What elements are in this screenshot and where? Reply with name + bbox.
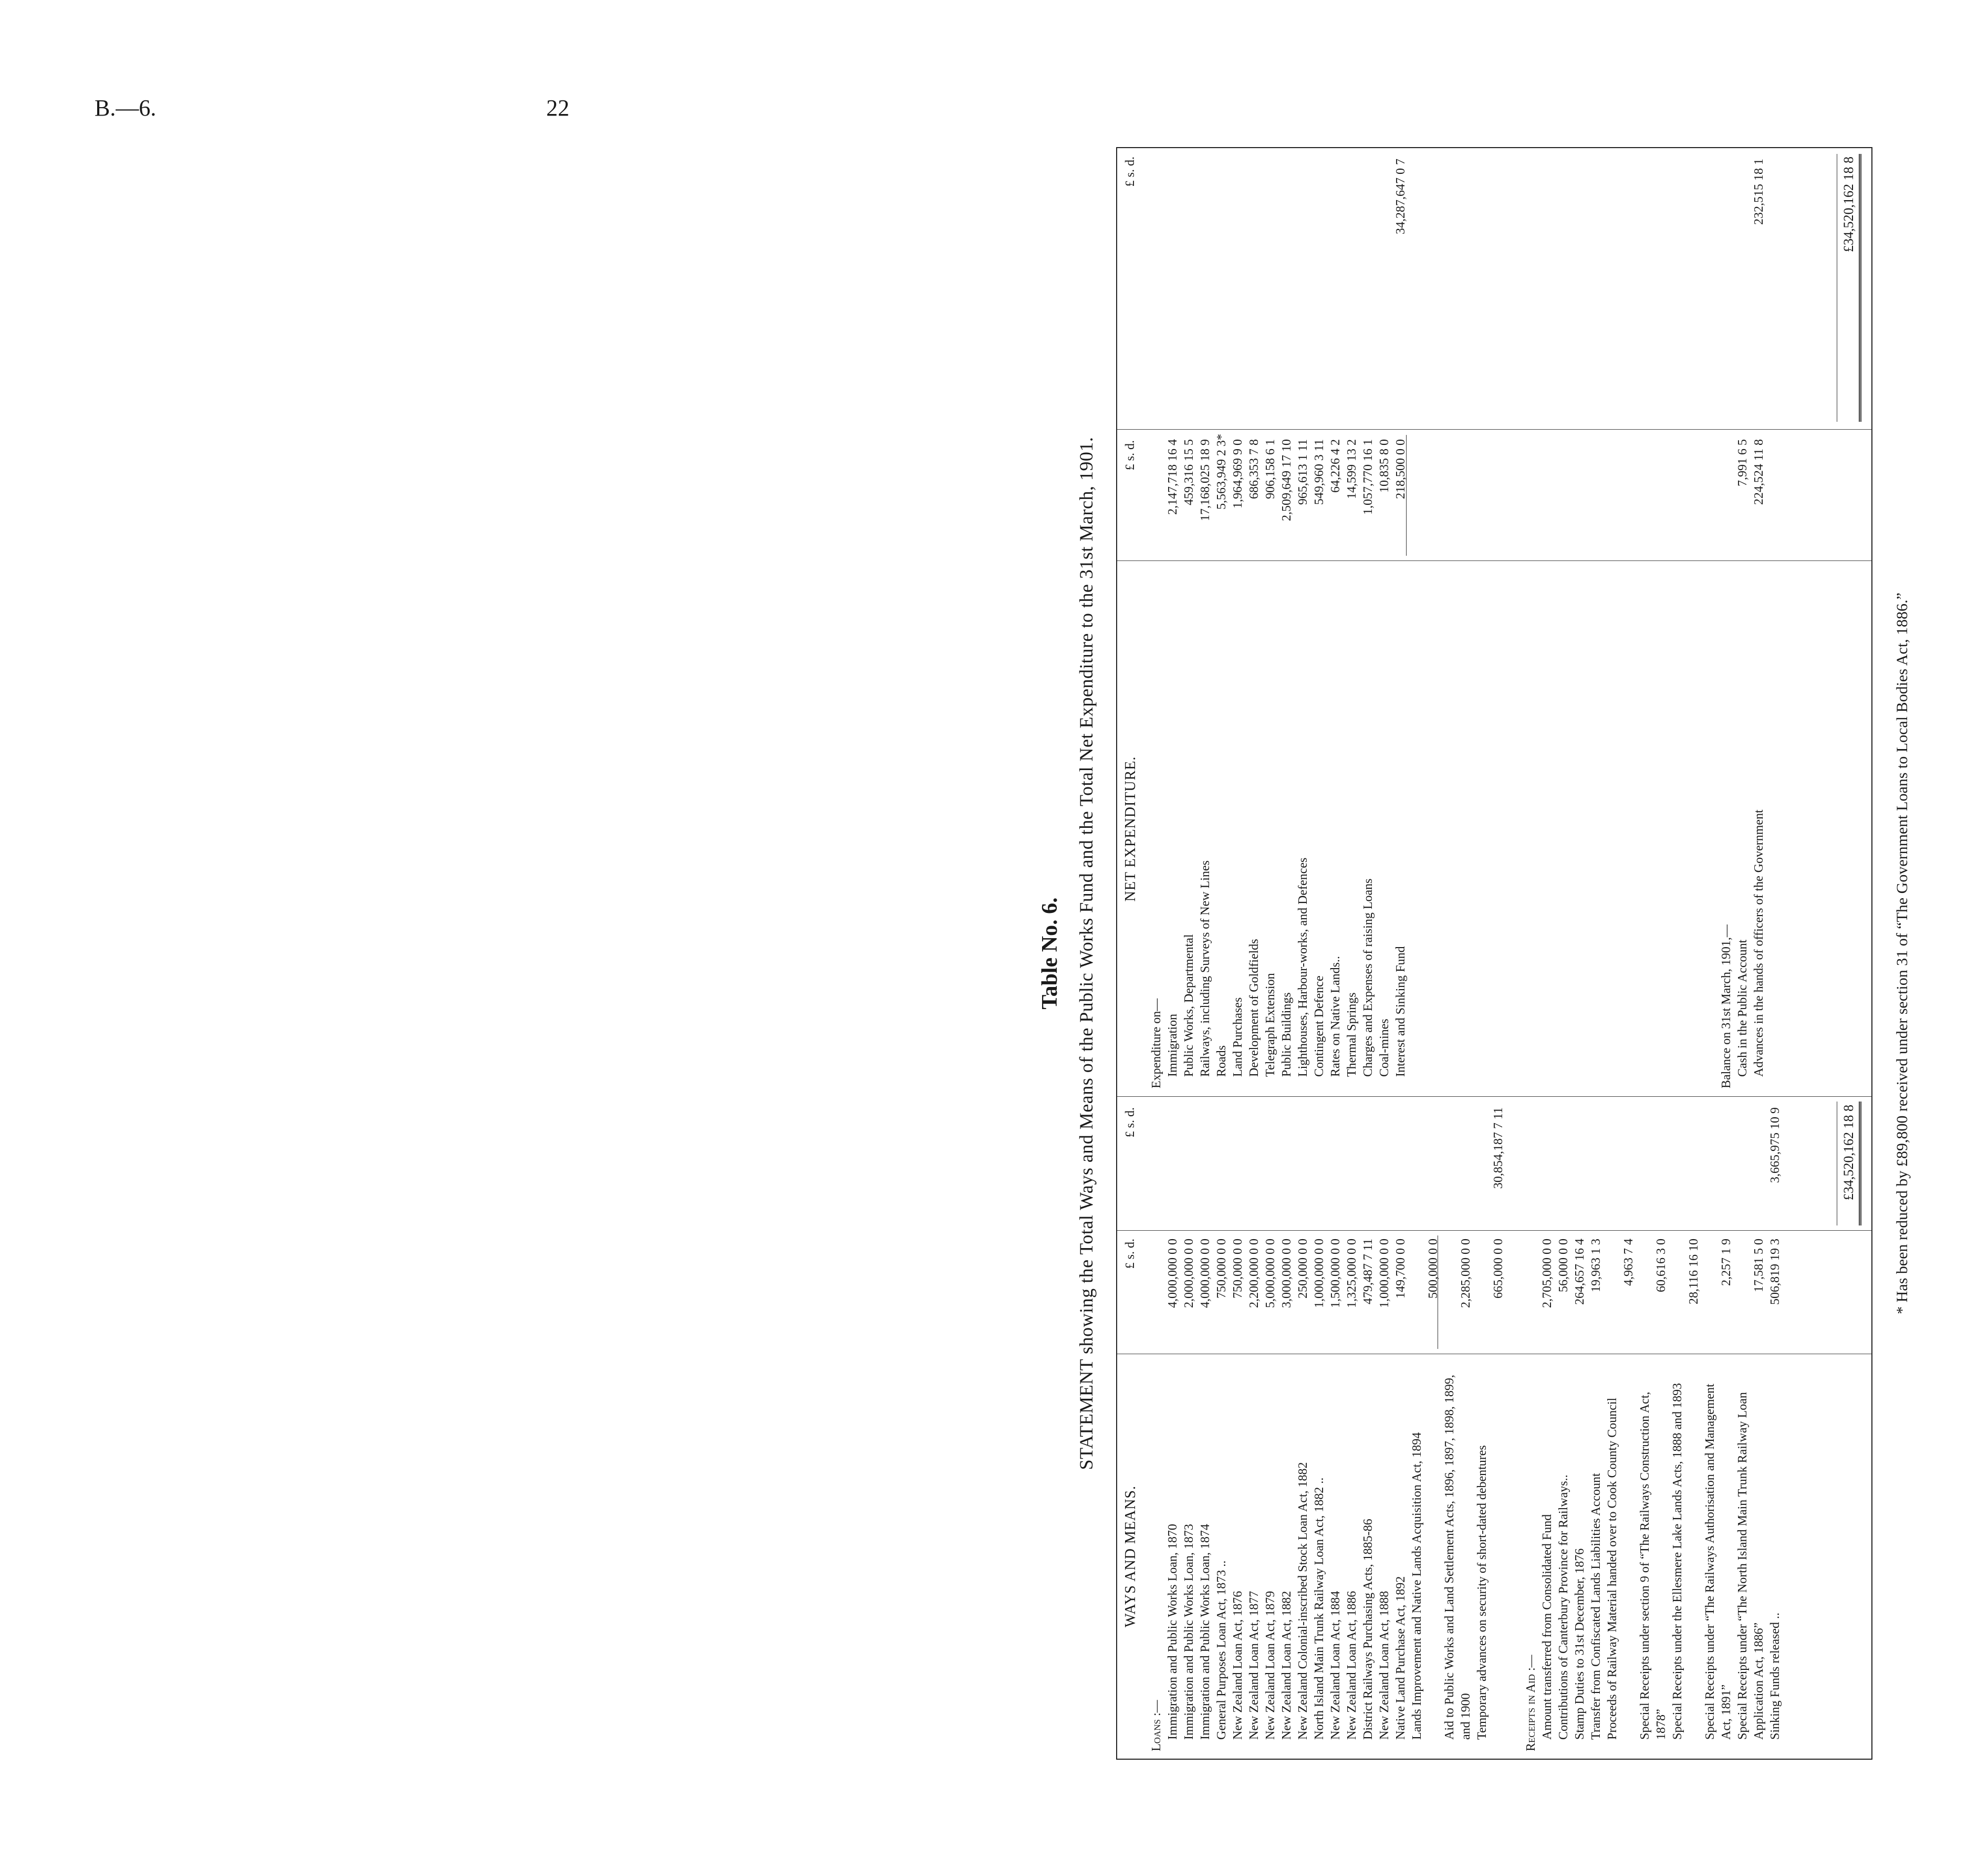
- row-label: Native Land Purchase Act, 1892: [1394, 1576, 1408, 1740]
- units-heading: £ s. d.: [1123, 1239, 1137, 1269]
- row-label: District Railways Purchasing Acts, 1885-86: [1361, 1519, 1375, 1740]
- row-label: Cash in the Public Account: [1736, 939, 1750, 1077]
- spacer: [1556, 153, 1572, 1088]
- row-amount: 686,353 7 8: [1247, 439, 1261, 499]
- list-item: [1279, 1102, 1295, 1751]
- expenditure-heading: Expenditure on—: [1150, 998, 1163, 1088]
- row-label: Lands Improvement and Native Lands Acquisition Act, 1894: [1410, 1432, 1424, 1740]
- list-item: [1214, 1102, 1230, 1751]
- table-title: Table No. 6.: [1038, 897, 1062, 1010]
- row-amount: 1,000,000 0 0: [1378, 1239, 1391, 1308]
- expenditure-rows: [1149, 153, 1767, 1088]
- list-item: [1328, 153, 1344, 1088]
- spacer: [1409, 153, 1425, 1088]
- row-amount: 1,500,000 0 0: [1329, 1239, 1342, 1308]
- list-item: [1230, 1102, 1246, 1751]
- row-label: Immigration and Public Works Loan, 1873: [1182, 1524, 1196, 1740]
- row-amount: 19,963 1 3: [1589, 1239, 1603, 1292]
- row-amount: 17,168,025 18 9: [1199, 439, 1212, 521]
- row-label: Contributions of Canterbury Province for Railways..: [1557, 1474, 1570, 1740]
- list-item: [1165, 153, 1181, 1088]
- row-label: New Zealand Loan Act, 1879: [1264, 1591, 1277, 1740]
- row-amount: 2,705,000 0 0: [1541, 1239, 1554, 1308]
- row-amount: 250,000 0 0: [1296, 1239, 1310, 1299]
- row-label: North Island Main Trunk Railway Loan Act, 1882 ..: [1313, 1477, 1326, 1740]
- row-amount: 479,487 7 11: [1361, 1239, 1375, 1305]
- list-item: [1344, 1102, 1360, 1751]
- row-amount: 2,257 1 9: [1720, 1239, 1733, 1286]
- list-item: [1702, 1102, 1735, 1751]
- row-amount: 665,000 0 0: [1492, 1239, 1505, 1299]
- list-item: [1246, 153, 1263, 1088]
- expenditure-total: 34,287,647 0 7: [1394, 159, 1408, 234]
- spacer: [1605, 153, 1621, 1088]
- row-label: General Purposes Loan Act, 1873 ..: [1215, 1560, 1229, 1740]
- list-item: [1539, 1102, 1556, 1751]
- spacer: [1491, 153, 1507, 1088]
- spacer: [1686, 153, 1702, 1088]
- row-amount: 2,147,718 16 4: [1166, 439, 1180, 515]
- row-label: Aid to Public Works and Land Settlement Acts, 1896, 1897, 1898, 1899, and 1900: [1443, 1375, 1473, 1740]
- row-amount: 56,000 0 0: [1557, 1239, 1570, 1292]
- list-item: [1751, 153, 1767, 1088]
- list-item: [1588, 1102, 1605, 1751]
- spacer: [1653, 153, 1670, 1088]
- list-item: [1149, 153, 1165, 1088]
- list-item: [1719, 153, 1735, 1088]
- units-heading: £ s. d.: [1123, 1107, 1137, 1138]
- balance-heading: Balance on 31st March, 1901,—: [1720, 924, 1733, 1088]
- footnote: * Has been reduced by £89,800 received under section 31 of “The Government Loans to Local Bodies Act, 1886.”: [1893, 593, 1911, 1314]
- list-item: [1393, 1102, 1409, 1751]
- list-item: [1230, 153, 1246, 1088]
- list-item: [1360, 1102, 1377, 1751]
- page-header: [0, 0, 1086, 158]
- row-amount: 28,116 16 10: [1687, 1239, 1701, 1305]
- row-amount: 1,057,770 16 1: [1361, 439, 1375, 515]
- spacer: [1507, 153, 1523, 1088]
- spacer: [1523, 153, 1539, 1088]
- spacer: [1621, 153, 1637, 1088]
- list-item: [1295, 153, 1312, 1088]
- row-label: Contingent Defence: [1313, 975, 1326, 1077]
- page-number: 22: [546, 95, 569, 121]
- row-amount: 906,158 6 1: [1264, 439, 1277, 499]
- spacer: [1637, 153, 1653, 1088]
- column-divider-center: [1117, 1096, 1871, 1097]
- row-amount: 965,613 1 11: [1296, 439, 1310, 505]
- spacer: [1588, 153, 1605, 1088]
- list-item: [1181, 153, 1198, 1088]
- row-label: New Zealand Loan Act, 1888: [1378, 1591, 1391, 1740]
- ways-grand-total: £34,520,162 18 8: [1841, 1105, 1856, 1200]
- row-label: Immigration and Public Works Loan, 1874: [1199, 1524, 1212, 1740]
- row-label: New Zealand Loan Act, 1877: [1247, 1591, 1261, 1740]
- row-amount: 5,563,949 2 3*: [1215, 434, 1229, 510]
- row-label: New Zealand Loan Act, 1882: [1280, 1591, 1294, 1740]
- row-label: Railways, including Surveys of New Lines: [1199, 860, 1212, 1077]
- list-item: [1377, 153, 1393, 1088]
- row-label: Thermal Springs: [1345, 992, 1359, 1077]
- row-label: Telegraph Extension: [1264, 973, 1277, 1077]
- spacer: [1702, 153, 1719, 1088]
- row-label: Public Works, Departmental: [1182, 934, 1196, 1077]
- exp-heading: NET EXPENDITURE.: [1122, 756, 1139, 902]
- ways-heading: WAYS AND MEANS.: [1122, 1486, 1139, 1627]
- row-amount: 2,285,000 0 0: [1459, 1239, 1473, 1308]
- statement-table: [1116, 147, 1872, 1760]
- units-heading: £ s. d.: [1123, 157, 1137, 187]
- balance-total: 232,515 18 1: [1752, 159, 1766, 225]
- row-amount: 17,581 5 0: [1752, 1239, 1766, 1292]
- row-label: Stamp Duties to 31st December, 1876: [1573, 1548, 1587, 1740]
- expenditure-grand-total: £34,520,162 18 8: [1841, 157, 1856, 252]
- list-item: [1246, 1102, 1263, 1751]
- row-amount: 750,000 0 0: [1215, 1239, 1229, 1299]
- list-item: [1263, 1102, 1279, 1751]
- list-item: [1344, 153, 1360, 1088]
- row-amount: 459,316 15 5: [1182, 439, 1196, 505]
- row-amount: 500,000 0 0: [1427, 1239, 1440, 1299]
- ways-rows: [1149, 1102, 1784, 1751]
- spacer: [1458, 153, 1474, 1088]
- list-item: [1474, 1102, 1507, 1751]
- row-label: Roads: [1215, 1045, 1229, 1077]
- list-item: [1214, 153, 1230, 1088]
- row-amount: 1,325,000 0 0: [1345, 1239, 1359, 1308]
- list-item: [1605, 1102, 1637, 1751]
- list-item: [1523, 1102, 1539, 1751]
- row-amount: 60,616 3 0: [1654, 1239, 1668, 1292]
- total-rule-double: [1859, 154, 1861, 422]
- page-code: B.—6.: [95, 95, 157, 121]
- row-label: New Zealand Loan Act, 1884: [1329, 1591, 1342, 1740]
- row-label: Lighthouses, Harbour-works, and Defences: [1296, 857, 1310, 1077]
- list-item: [1149, 1102, 1165, 1751]
- row-amount: 10,835 8 0: [1378, 439, 1391, 493]
- table-subtitle: STATEMENT showing the Total Ways and Means of the Public Works Fund and the Total Net Expenditure to the 31st March, 1901.: [1076, 437, 1097, 1470]
- row-amount: 5,000,000 0 0: [1264, 1239, 1277, 1308]
- loans-total: 30,854,187 7 11: [1492, 1107, 1505, 1189]
- row-amount: 218,500 0 0: [1394, 439, 1408, 499]
- list-item: [1360, 153, 1377, 1088]
- row-label: Special Receipts under “The North Island Main Trunk Railway Loan Application Act, 1886”: [1736, 1392, 1766, 1740]
- spacer: [1670, 153, 1686, 1088]
- row-amount: 506,819 19 3: [1768, 1239, 1782, 1305]
- spacer: [1539, 153, 1556, 1088]
- total-rule-double: [1859, 1102, 1861, 1225]
- row-label: Land Purchases: [1231, 997, 1245, 1077]
- row-label: Advances in the hands of officers of the Government: [1752, 809, 1766, 1077]
- list-item: [1328, 1102, 1344, 1751]
- row-label: Development of Goldfields: [1247, 939, 1261, 1077]
- receipts-heading: Receipts in Aid :—: [1524, 1655, 1538, 1751]
- row-amount: 2,509,649 17 10: [1280, 439, 1294, 521]
- list-item: [1312, 153, 1328, 1088]
- spacer: [1572, 153, 1588, 1088]
- list-item: [1165, 1102, 1181, 1751]
- list-item: [1409, 1102, 1442, 1751]
- spacer: [1442, 153, 1458, 1088]
- row-label: Coal-mines: [1378, 1019, 1391, 1077]
- row-amount: 224,524 11 8: [1752, 439, 1766, 505]
- list-item: [1572, 1102, 1588, 1751]
- list-item: [1295, 1102, 1312, 1751]
- list-item: [1312, 1102, 1328, 1751]
- row-amount: 2,200,000 0 0: [1247, 1239, 1261, 1308]
- rotated-table-page: [1011, 126, 1988, 1781]
- row-amount: 149,700 0 0: [1394, 1239, 1408, 1299]
- row-label: Immigration and Public Works Loan, 1870: [1166, 1524, 1180, 1740]
- list-item: [1735, 1102, 1767, 1751]
- list-item: [1767, 1102, 1784, 1751]
- row-label: Transfer from Confiscated Lands Liabilities Account: [1589, 1473, 1603, 1740]
- row-label: Charges and Expenses of raising Loans: [1361, 878, 1375, 1077]
- list-item: [1556, 1102, 1572, 1751]
- row-amount: 1,000,000 0 0: [1313, 1239, 1326, 1308]
- row-label: Rates on Native Lands..: [1329, 956, 1342, 1077]
- row-amount: 3,000,000 0 0: [1280, 1239, 1294, 1308]
- spacer: [1507, 1102, 1523, 1751]
- row-amount: 7,991 6 5: [1736, 439, 1750, 486]
- row-amount: 4,963 7 4: [1622, 1239, 1636, 1286]
- receipts-total: 3,665,975 10 9: [1768, 1107, 1782, 1183]
- row-label: Amount transferred from Consolidated Fund: [1541, 1514, 1554, 1740]
- subtotal-rule: [1406, 435, 1407, 556]
- row-amount: 549,960 3 11: [1313, 439, 1326, 505]
- list-item: [1279, 153, 1295, 1088]
- row-label: Special Receipts under the Ellesmere Lake Lands Acts, 1888 and 1893: [1671, 1383, 1684, 1740]
- row-amount: 264,657 16 4: [1573, 1239, 1587, 1305]
- row-label: New Zealand Loan Act, 1876: [1231, 1591, 1245, 1740]
- list-item: [1377, 1102, 1393, 1751]
- row-label: Sinking Funds released ..: [1768, 1613, 1782, 1740]
- list-item: [1263, 153, 1279, 1088]
- list-item: [1670, 1102, 1702, 1751]
- loans-heading: Loans :—: [1150, 1700, 1163, 1751]
- row-amount: 14,599 13 2: [1345, 439, 1359, 499]
- list-item: [1181, 1102, 1198, 1751]
- list-item: [1637, 1102, 1670, 1751]
- list-item: [1198, 153, 1214, 1088]
- row-amount: 4,000,000 0 0: [1199, 1239, 1212, 1308]
- row-label: Immigration: [1166, 1014, 1180, 1077]
- row-label: Proceeds of Railway Material handed over to Cook County Council: [1606, 1397, 1619, 1740]
- units-heading: £ s. d.: [1123, 440, 1137, 471]
- spacer: [1474, 153, 1491, 1088]
- list-item: [1393, 153, 1409, 1088]
- row-label: Temporary advances on security of short-dated debentures: [1475, 1445, 1489, 1740]
- row-label: New Zealand Loan Act, 1886: [1345, 1591, 1359, 1740]
- list-item: [1198, 1102, 1214, 1751]
- row-amount: 64,226 4 2: [1329, 439, 1342, 493]
- row-label: Public Buildings: [1280, 992, 1294, 1077]
- row-amount: 4,000,000 0 0: [1166, 1239, 1180, 1308]
- row-label: New Zealand Colonial-inscribed Stock Loan Act, 1882: [1296, 1462, 1310, 1740]
- row-amount: 1,964,969 9 0: [1231, 439, 1245, 508]
- row-amount: 2,000,000 0 0: [1182, 1239, 1196, 1308]
- row-label: Interest and Sinking Fund: [1394, 946, 1408, 1077]
- row-amount: 750,000 0 0: [1231, 1239, 1245, 1299]
- row-label: Special Receipts under “The Railways Authorisation and Management Act, 1891”: [1703, 1384, 1733, 1740]
- list-item: [1735, 153, 1751, 1088]
- spacer: [1425, 153, 1442, 1088]
- row-label: Special Receipts under section 9 of “The Railways Construction Act, 1878”: [1638, 1391, 1668, 1740]
- list-item: [1442, 1102, 1474, 1751]
